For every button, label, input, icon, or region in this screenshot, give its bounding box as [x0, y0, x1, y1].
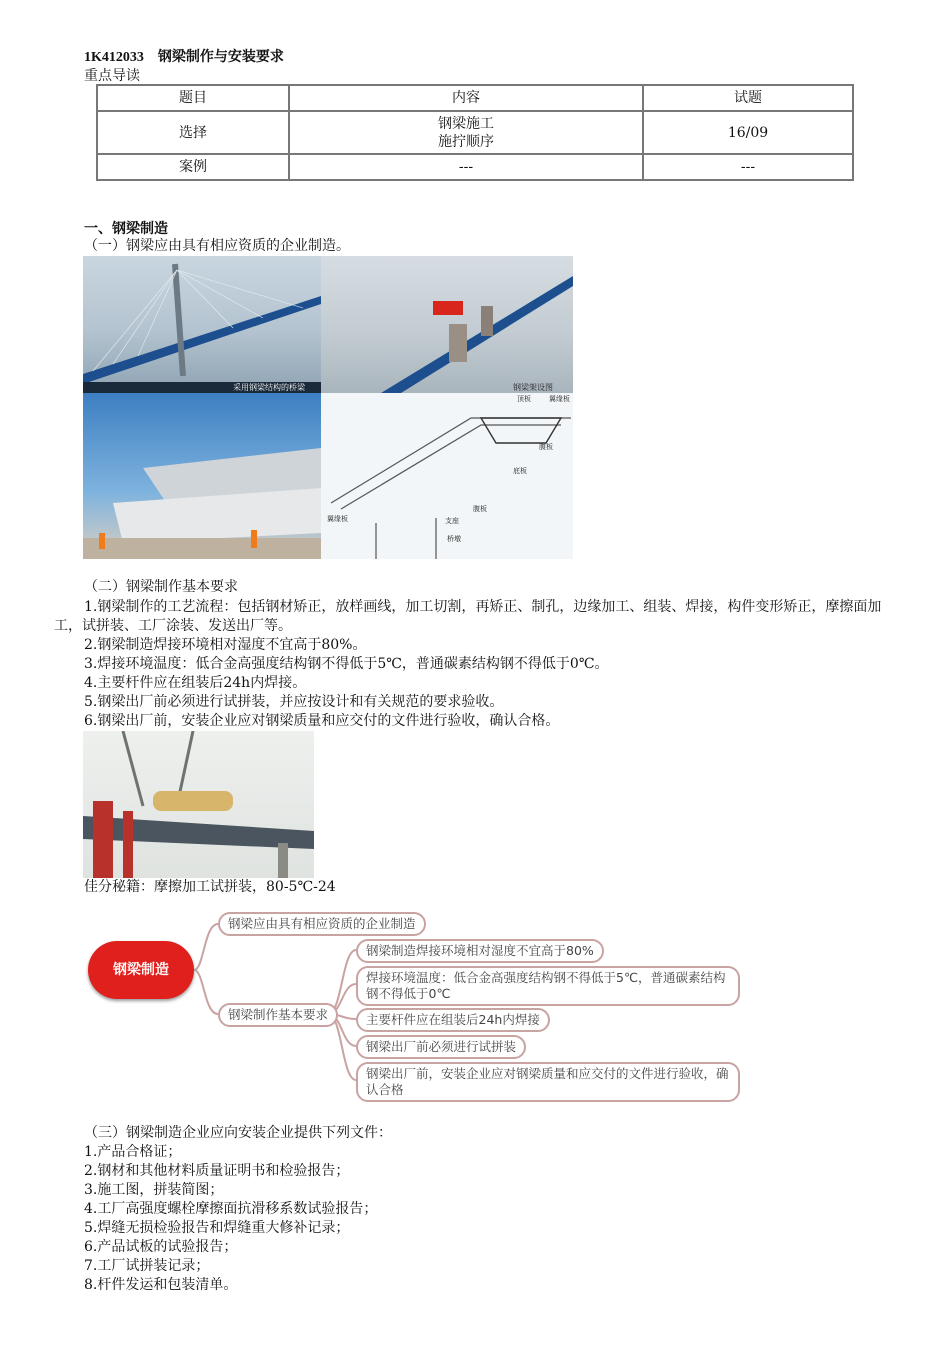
table-cell: 选择	[97, 111, 289, 154]
mindmap-leaf: 钢梁制造焊接环境相对湿度不宜高于80%	[356, 939, 604, 963]
section-heading: 一、钢梁制造	[84, 221, 168, 237]
table-cell: 16/09	[643, 111, 853, 154]
mindmap-leaf: 焊接环境温度：低合金高强度结构钢不得低于5℃，普通碳素结构钢不得低于0℃	[356, 966, 740, 1006]
list-item: 5.钢梁出厂前必须进行试拼装，并应按设计和有关规范的要求验收。	[84, 694, 504, 710]
table-cell: ---	[643, 154, 853, 180]
bridge-erection-photo	[321, 256, 573, 393]
steel-girder-photo	[83, 393, 321, 559]
section-title	[84, 46, 284, 66]
svg-text:桥墩: 桥墩	[447, 535, 461, 543]
paragraph: （二）钢梁制作基本要求	[84, 579, 238, 595]
table-header-topic: 题目	[97, 85, 289, 111]
svg-text:翼缘板: 翼缘板	[327, 515, 348, 523]
table-header-content: 内容	[289, 85, 643, 111]
list-item: 3.焊接环境温度：低合金高强度结构钢不得低于5℃，普通碳素结构钢不得低于0℃。	[84, 656, 609, 672]
list-item: 6.产品试板的试验报告；	[84, 1239, 238, 1255]
list-item: 6.钢梁出厂前，安装企业应对钢梁质量和应交付的文件进行验收，确认合格。	[84, 713, 560, 729]
bridge-photo	[83, 256, 321, 393]
tip: 佳分秘籍：摩擦加工试拼装，80-5℃-24	[84, 879, 336, 895]
table-cell: 钢梁施工 施拧顺序	[289, 111, 643, 154]
svg-text:腹板: 腹板	[539, 443, 553, 451]
mindmap-root: 钢梁制造	[88, 941, 194, 999]
list-item: 2.钢材和其他材料质量证明书和检验报告；	[84, 1163, 350, 1179]
mindmap-leaf: 主要杆件应在组装后24h内焊接	[356, 1008, 550, 1032]
subtitle: 重点导读	[84, 68, 140, 84]
svg-text:采用钢梁结构的桥梁: 采用钢梁结构的桥梁	[233, 383, 305, 392]
list-item: 4.工厂高强度螺栓摩擦面抗滑移系数试验报告；	[84, 1201, 378, 1217]
svg-text:顶板: 顶板	[517, 395, 531, 403]
mindmap-branch: 钢梁制作基本要求	[218, 1003, 338, 1027]
list-item: 1.钢梁制作的工艺流程：包括钢材矫正，放样画线，加工切割，再矫正、制孔，边缘加工、组装、焊接，构件变形矫正，摩擦面加工，试拼装、工厂涂装、发送出厂等。	[54, 599, 882, 634]
paragraph: （三）钢梁制造企业应向安装企业提供下列文件：	[84, 1125, 392, 1141]
table-cell: ---	[289, 154, 643, 180]
list-item: 3.施工图，拼装简图；	[84, 1182, 224, 1198]
table-row	[97, 111, 853, 154]
svg-text:钢梁架设图: 钢梁架设图	[513, 383, 553, 392]
svg-text:底板: 底板	[513, 467, 527, 475]
table-header-exam: 试题	[643, 85, 853, 111]
svg-text:支座: 支座	[445, 517, 459, 525]
crane-photo	[83, 731, 314, 878]
list-item: 4.主要杆件应在组装后24h内焊接。	[84, 675, 307, 691]
list-item: 5.焊缝无损检验报告和焊缝重大修补记录；	[84, 1220, 350, 1236]
list-item: 2.钢梁制造焊接环境相对湿度不宜高于80%。	[84, 637, 367, 653]
table-row	[97, 154, 853, 180]
mindmap-leaf: 钢梁出厂前，安装企业应对钢梁质量和应交付的文件进行验收，确认合格	[356, 1062, 740, 1102]
list-item: 8.杆件发运和包装清单。	[84, 1277, 238, 1293]
list-item: 7.工厂试拼装记录；	[84, 1258, 210, 1274]
section-code: 1K412033	[84, 50, 144, 65]
svg-text:翼缘板: 翼缘板	[549, 395, 570, 403]
table-cell: 案例	[97, 154, 289, 180]
mindmap-leaf: 钢梁出厂前必须进行试拼装	[356, 1035, 526, 1059]
mindmap-branch: 钢梁应由具有相应资质的企业制造	[218, 912, 426, 936]
paragraph: （一）钢梁应由具有相应资质的企业制造。	[84, 238, 350, 254]
section-title-text: 钢梁制作与安装要求	[157, 49, 284, 65]
girder-diagram	[321, 393, 573, 559]
svg-text:腹板: 腹板	[473, 505, 487, 513]
list-item: 1.产品合格证；	[84, 1144, 182, 1160]
key-points-table	[96, 84, 854, 181]
mindmap	[84, 897, 744, 1102]
